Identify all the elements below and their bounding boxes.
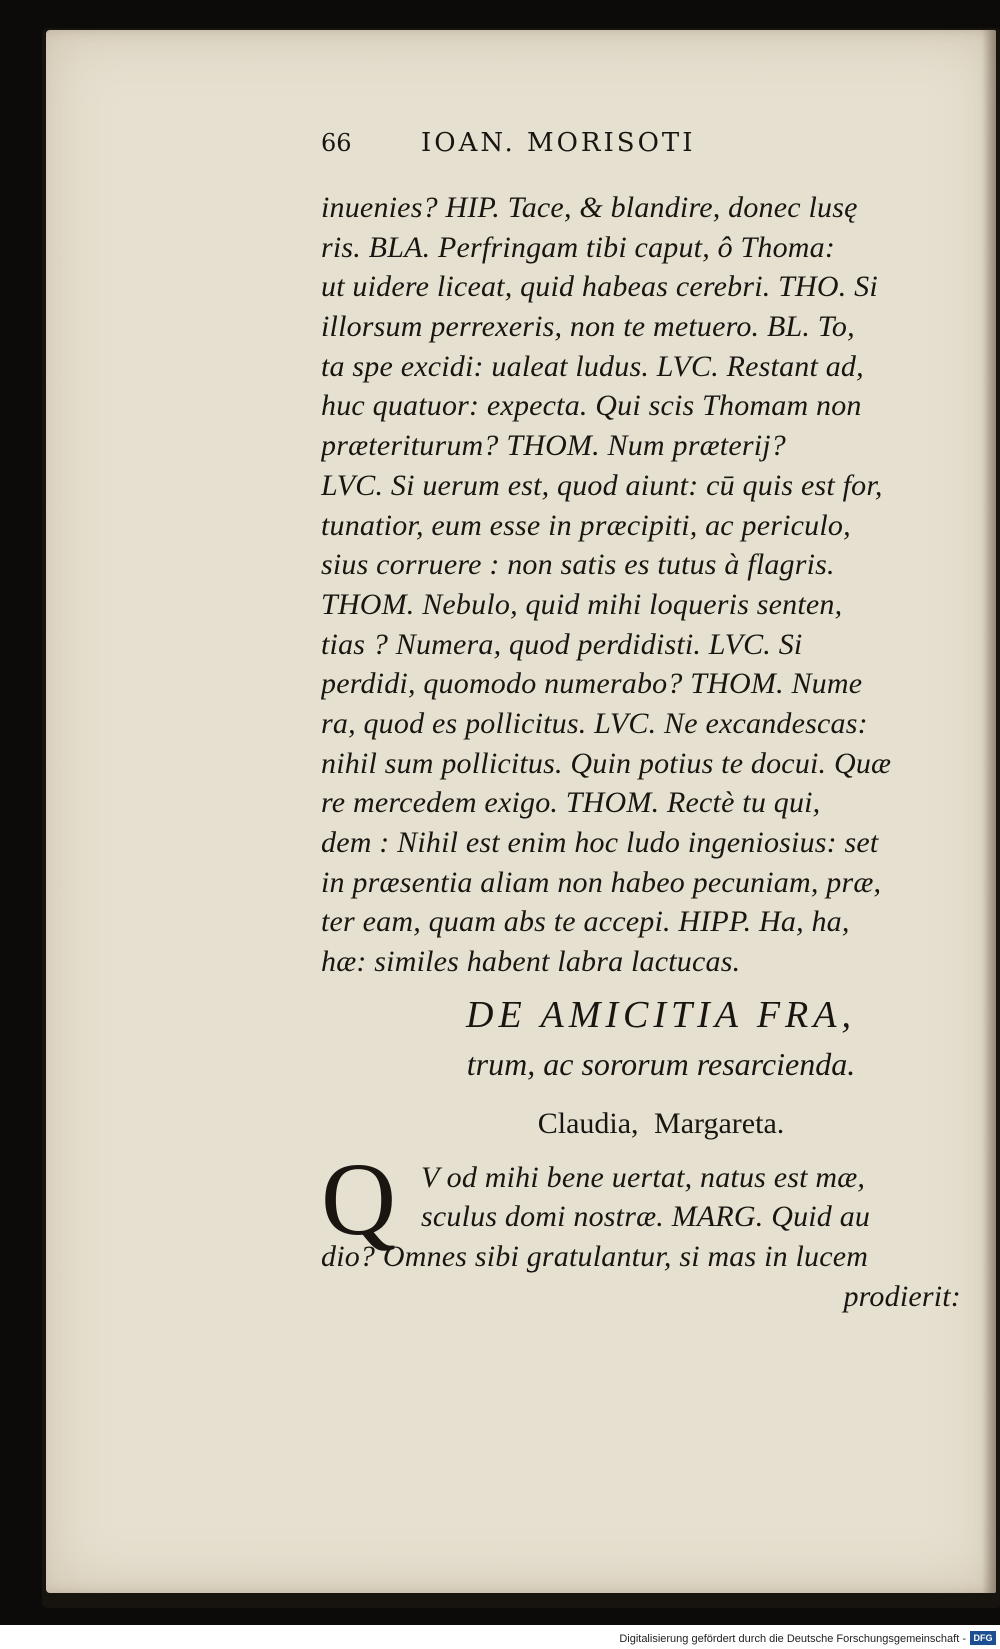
- running-head: [321, 128, 996, 188]
- body-line: præteriturum? THOM. Num præterij?: [321, 429, 786, 463]
- section-subheading: trum, ac sororum resarcienda.: [466, 1045, 856, 1082]
- running-head-title: IOAN. MORISOTI: [421, 128, 696, 158]
- body-line: ut uidere liceat, quid habeas cerebri. THO. Si: [321, 270, 878, 304]
- paragraph-line: sculus domi nostræ. MARG. Quid au: [421, 1200, 871, 1234]
- catchword: prodierit:: [843, 1279, 961, 1313]
- drop-cap: Q: [321, 1141, 397, 1257]
- body-line: ter eam, quam abs te accepi. HIPP. Ha, ha,: [321, 905, 850, 939]
- section-heading: DE AMICITIA FRA,: [466, 993, 856, 1036]
- page-number: 66: [321, 129, 352, 157]
- footer-bar: [0, 1625, 1000, 1649]
- body-line: ris. BLA. Perfringam tibi caput, ô Thoma:: [321, 230, 836, 264]
- dfg-logo: DFG: [970, 1631, 996, 1645]
- paragraph-line: dio? Omnes sibi gratulantur, si mas in lucem: [321, 1240, 869, 1274]
- paragraph-line: V od mihi bene uertat, natus est mæ,: [421, 1160, 866, 1194]
- body-line: THOM. Nebulo, quid mihi loqueris senten,: [321, 587, 843, 621]
- text-block: [321, 128, 996, 1317]
- body-line: tias ? Numera, quod perdidisti. LVC. Si: [321, 627, 803, 661]
- dialogue-speakers: Claudia, Margareta.: [537, 1106, 785, 1140]
- body-line: re mercedem exigo. THOM. Rectè tu qui,: [321, 786, 821, 820]
- funding-notice: Digitalisierung gefördert durch die Deutsche Forschungsgemeinschaft -: [619, 1633, 966, 1645]
- body-line: ra, quod es pollicitus. LVC. Ne excandescas:: [321, 706, 868, 740]
- body-line: LVC. Si uerum est, quod aiunt: cū quis est for,: [321, 468, 883, 502]
- body-line: dem : Nihil est enim hoc ludo ingeniosius: set: [321, 826, 879, 859]
- body-line: tunatior, eum esse in præcipiti, ac periculo,: [321, 508, 851, 542]
- book-page: [46, 30, 996, 1593]
- body-line: nihil sum pollicitus. Quin potius te docui. Quæ: [321, 746, 892, 780]
- body-line: perdidi, quomodo numerabo? THOM. Nume: [321, 667, 863, 701]
- body-line: in præsentia aliam non habeo pecuniam, præ,: [321, 865, 882, 899]
- opening-paragraph: [321, 1141, 996, 1317]
- body-line: ta spe excidi: ualeat ludus. LVC. Restant ad,: [321, 349, 864, 383]
- body-line: sius corruere : non satis es tutus à flagris.: [321, 548, 835, 582]
- body-line: huc quatuor: expecta. Qui scis Thomam non: [321, 389, 862, 423]
- body-text: [321, 188, 996, 982]
- body-line: hæ: similes habent labra lactucas.: [321, 945, 741, 979]
- body-line: illorsum perrexeris, non te metuero. BL. To,: [321, 310, 855, 344]
- body-line: inuenies? HIP. Tace, & blandire, donec lusę: [321, 191, 858, 224]
